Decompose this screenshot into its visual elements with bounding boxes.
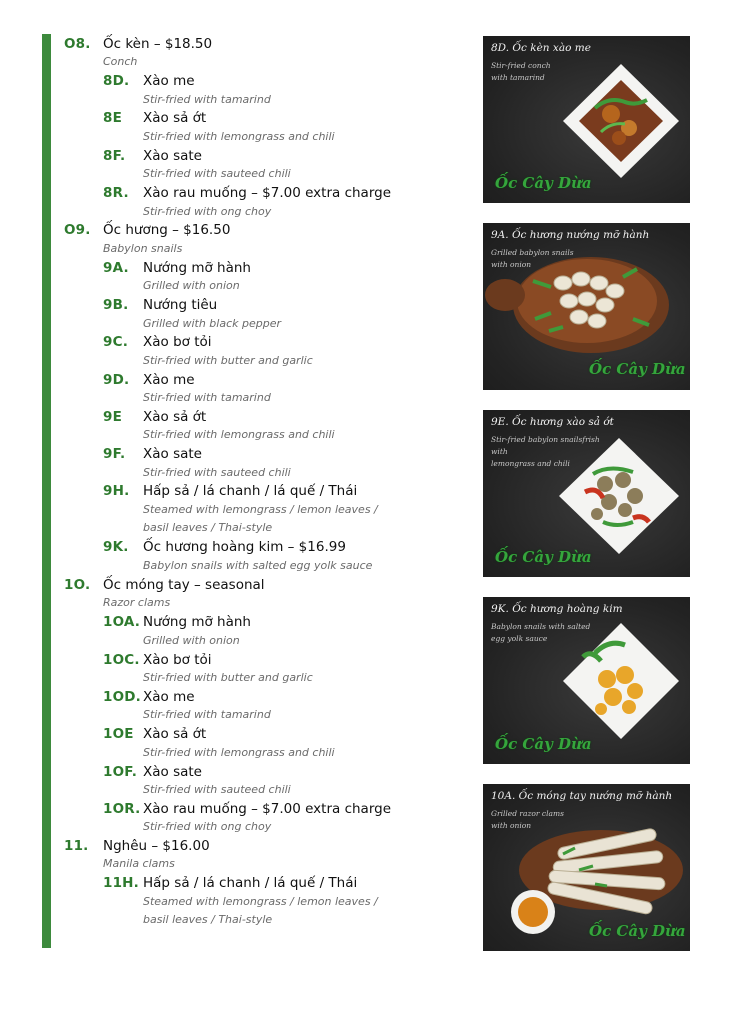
item-code: 9K. bbox=[103, 539, 129, 555]
menu-item bbox=[0, 409, 470, 429]
item-desc: Grilled with onion bbox=[143, 279, 240, 292]
item-desc: Stir-fried with butter and garlic bbox=[143, 671, 313, 684]
menu-item bbox=[0, 334, 470, 354]
item-name: Xào rau muống – $7.00 extra charge bbox=[143, 185, 392, 201]
item-code: 1OE bbox=[103, 726, 134, 742]
item-name: Ốc hương – $16.50 bbox=[103, 222, 231, 238]
section-header bbox=[0, 577, 470, 597]
menu-item bbox=[0, 148, 470, 168]
item-desc: Stir-fried with sauteed chili bbox=[143, 167, 291, 180]
restaurant-logo: Ốc Cây Dừa bbox=[589, 360, 686, 378]
item-name: Ốc hương hoàng kim – $16.99 bbox=[143, 539, 346, 555]
item-name: Nướng mỡ hành bbox=[143, 260, 251, 276]
item-desc: Stir-fried with ong choy bbox=[143, 205, 272, 218]
menu-item bbox=[0, 614, 470, 634]
menu-item bbox=[0, 260, 470, 280]
item-code: 8D. bbox=[103, 73, 130, 89]
menu-item bbox=[0, 73, 470, 93]
item-desc: Babylon snails with salted egg yolk sauce bbox=[143, 559, 373, 572]
photo-caption: 9A. Ốc hương nướng mỡ hành bbox=[491, 229, 650, 241]
item-code: 9F. bbox=[103, 446, 126, 462]
item-name: Xào rau muống – $7.00 extra charge bbox=[143, 801, 392, 817]
photo-caption: 10A. Ốc móng tay nướng mỡ hành bbox=[491, 790, 673, 802]
item-name: Nướng mỡ hành bbox=[143, 614, 251, 630]
item-desc: Grilled with onion bbox=[143, 634, 240, 647]
item-code: 9E bbox=[103, 409, 123, 425]
section-header bbox=[0, 838, 470, 858]
item-code: 9A. bbox=[103, 260, 129, 276]
item-name: Xào me bbox=[143, 689, 195, 705]
item-desc: Manila clams bbox=[103, 857, 175, 870]
menu-item bbox=[0, 297, 470, 317]
item-code: 1OC. bbox=[103, 652, 140, 668]
dish-photo bbox=[483, 597, 690, 764]
item-desc: Stir-fried with tamarind bbox=[143, 93, 271, 106]
menu-item bbox=[0, 110, 470, 130]
menu-item bbox=[0, 726, 470, 746]
photo-subcaption: Babylon snails with salted egg yolk sauce bbox=[491, 622, 591, 643]
menu-item bbox=[0, 875, 470, 895]
item-desc: Steamed with lemongrass / lemon leaves / bbox=[143, 503, 378, 516]
item-name: Ốc móng tay – seasonal bbox=[103, 577, 265, 593]
menu-item bbox=[0, 764, 470, 784]
item-name: Xào sả ớt bbox=[143, 409, 207, 425]
section-header bbox=[0, 222, 470, 242]
item-desc: Steamed with lemongrass / lemon leaves / bbox=[143, 895, 378, 908]
item-name: Xào sả ớt bbox=[143, 110, 207, 126]
menu-item bbox=[0, 652, 470, 672]
item-name: Hấp sả / lá chanh / lá quế / Thái bbox=[143, 875, 358, 891]
restaurant-logo: Ốc Cây Dừa bbox=[495, 735, 592, 753]
item-name: Xào sả ớt bbox=[143, 726, 207, 742]
photo-subcaption: Grilled razor clams with onion bbox=[491, 809, 564, 830]
item-code: 8F. bbox=[103, 148, 126, 164]
dish-photo bbox=[483, 36, 690, 203]
dish-photo bbox=[483, 410, 690, 577]
item-code: 1OA. bbox=[103, 614, 141, 630]
dish-photo bbox=[483, 223, 690, 390]
photo-subcaption: Stir-fried conch with tamarind bbox=[491, 61, 551, 82]
menu-item bbox=[0, 372, 470, 392]
item-code: O9. bbox=[64, 222, 91, 238]
item-desc: Stir-fried with lemongrass and chili bbox=[143, 130, 335, 143]
photo-caption: 9K. Ốc hương hoàng kim bbox=[491, 603, 623, 615]
photo-subcaption: Grilled babylon snails with onion bbox=[491, 248, 574, 269]
item-code: 1OD. bbox=[103, 689, 142, 705]
menu-item bbox=[0, 801, 470, 821]
menu-item bbox=[0, 446, 470, 466]
restaurant-logo: Ốc Cây Dừa bbox=[589, 922, 686, 940]
item-code: 9C. bbox=[103, 334, 129, 350]
item-name: Xào bơ tỏi bbox=[143, 334, 212, 350]
item-code: 1OF. bbox=[103, 764, 138, 780]
item-code: 1OR. bbox=[103, 801, 141, 817]
item-name: Xào me bbox=[143, 73, 195, 89]
menu-item bbox=[0, 185, 470, 205]
item-desc: Stir-fried with tamarind bbox=[143, 708, 271, 721]
section-header bbox=[0, 36, 470, 56]
item-code: 9D. bbox=[103, 372, 130, 388]
item-name: Xào sate bbox=[143, 148, 202, 164]
item-desc: Stir-fried with butter and garlic bbox=[143, 354, 313, 367]
item-code: 9H. bbox=[103, 483, 130, 499]
item-name: Nghêu – $16.00 bbox=[103, 838, 210, 854]
menu-item bbox=[0, 483, 470, 503]
item-code: O8. bbox=[64, 36, 91, 52]
item-desc: Stir-fried with lemongrass and chili bbox=[143, 428, 335, 441]
item-desc: Stir-fried with tamarind bbox=[143, 391, 271, 404]
restaurant-logo: Ốc Cây Dừa bbox=[495, 174, 592, 192]
item-desc-cont: basil leaves / Thai-style bbox=[143, 521, 273, 534]
item-name: Ốc kèn – $18.50 bbox=[103, 36, 213, 52]
photo-column bbox=[483, 0, 691, 1024]
dish-photo bbox=[483, 784, 690, 951]
item-name: Xào sate bbox=[143, 764, 202, 780]
item-name: Xào me bbox=[143, 372, 195, 388]
item-code: 11. bbox=[64, 838, 89, 854]
item-name: Nướng tiêu bbox=[143, 297, 218, 313]
item-code: 9B. bbox=[103, 297, 129, 313]
menu-item bbox=[0, 689, 470, 709]
item-desc: Razor clams bbox=[103, 596, 171, 609]
item-desc: Stir-fried with sauteed chili bbox=[143, 466, 291, 479]
item-code: 11H. bbox=[103, 875, 140, 891]
item-code: 8E bbox=[103, 110, 123, 126]
item-desc: Stir-fried with ong choy bbox=[143, 820, 272, 833]
item-desc: Babylon snails bbox=[103, 242, 183, 255]
item-desc: Conch bbox=[103, 55, 138, 68]
item-name: Xào sate bbox=[143, 446, 202, 462]
item-desc-cont: basil leaves / Thai-style bbox=[143, 913, 273, 926]
item-code: 1O. bbox=[64, 577, 91, 593]
photo-subcaption: Stir-fried babylon snailsfrish with lemongrass and chili bbox=[491, 435, 600, 468]
item-desc: Stir-fried with sauteed chili bbox=[143, 783, 291, 796]
photo-caption: 8D. Ốc kèn xào me bbox=[491, 42, 591, 54]
item-name: Xào bơ tỏi bbox=[143, 652, 212, 668]
menu-item bbox=[0, 539, 470, 559]
restaurant-logo: Ốc Cây Dừa bbox=[495, 548, 592, 566]
item-code: 8R. bbox=[103, 185, 129, 201]
photo-caption: 9E. Ốc hương xào sả ớt bbox=[491, 416, 614, 428]
item-desc: Grilled with black pepper bbox=[143, 317, 281, 330]
item-desc: Stir-fried with lemongrass and chili bbox=[143, 746, 335, 759]
item-name: Hấp sả / lá chanh / lá quế / Thái bbox=[143, 483, 358, 499]
